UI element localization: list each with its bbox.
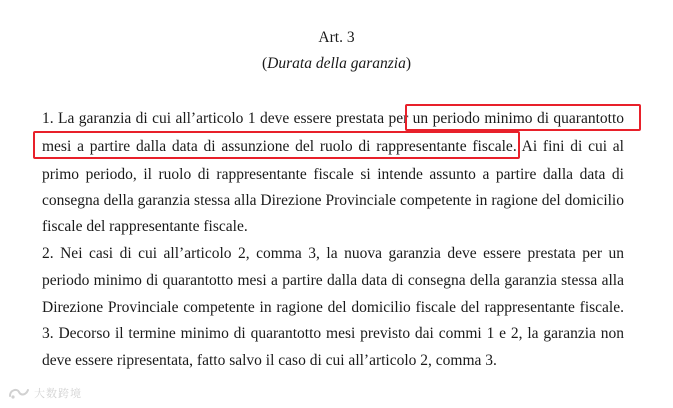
highlight-box-line-2: [33, 131, 520, 159]
paragraph-line: deve essere ripresentata, fatto salvo il caso di cui all’articolo 2, comma 3.: [42, 352, 497, 369]
watermark: [8, 385, 118, 401]
paragraph-line: 3. Decorso il termine minimo di quarantotto mesi previsto dai commi 1 e 2, la garanzia non: [42, 325, 624, 342]
paragraph-line: 2. Nei casi di cui all’articolo 2, comma 3, la nuova garanzia deve essere prestata per un: [42, 245, 624, 262]
paragraph-line: fiscale del rappresentante fiscale.: [42, 218, 248, 235]
subtitle-text: Durata della garanzia: [267, 55, 406, 72]
article-subtitle: [0, 55, 673, 73]
paragraph-line: periodo minimo di quarantotto mesi a partire dalla data di consegna della garanzia stessa alla: [42, 272, 624, 289]
article-title: Art. 3: [318, 29, 355, 46]
paragraph-line: primo periodo, il ruolo di rappresentante fiscale si intende assunto a partire dalla data di: [42, 166, 624, 183]
paragraph-line: 1. La garanzia di cui all’articolo 1 deve essere prestata per un periodo minimo di quarantotto: [42, 110, 624, 127]
watermark-text: 大数跨境: [34, 387, 82, 400]
paragraph-line: consegna della garanzia stessa alla Direzione Provinciale competente in ragione del domicilio: [42, 192, 624, 209]
subtitle-open-paren: (: [262, 55, 268, 72]
highlight-box-line-1: [405, 104, 641, 131]
swirl-logo-icon: [8, 386, 30, 400]
paragraph-line: mesi a partire dalla data di assunzione del ruolo di rappresentante fiscale. Ai fini di cui al: [42, 138, 624, 155]
subtitle-close-paren: ): [405, 55, 411, 72]
paragraph-line: Direzione Provinciale competente in ragione del domicilio fiscale del rappresentante fiscale.: [42, 299, 624, 316]
